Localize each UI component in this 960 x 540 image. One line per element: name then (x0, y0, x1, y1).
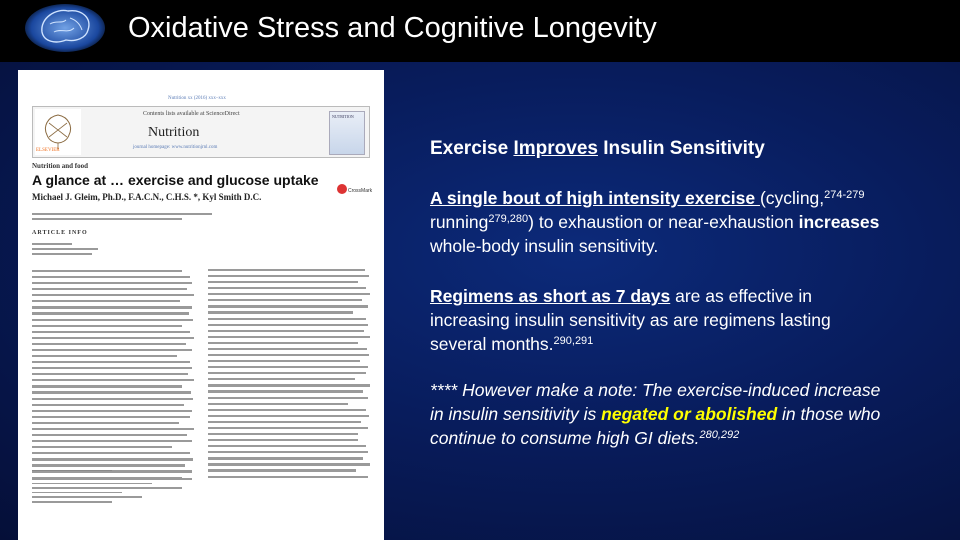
paragraph-single-bout (430, 186, 885, 258)
paper-affiliations (32, 210, 232, 223)
journal-cover-label: NUTRITION (332, 114, 354, 119)
paper-text-line (208, 384, 370, 386)
paper-text-line (208, 366, 368, 368)
paper-text-line (208, 390, 363, 392)
paper-text-line (32, 464, 185, 466)
paper-text-line (32, 331, 190, 333)
paper-text-line (32, 349, 192, 351)
paper-text-line (32, 398, 193, 400)
paper-text-line (208, 354, 369, 356)
paper-text-line (208, 287, 366, 289)
paper-text-line (208, 275, 369, 277)
paper-section: Nutrition and food (32, 162, 89, 170)
p1-cycling-refs: 274-279 (824, 189, 865, 201)
paper-text-line (32, 355, 177, 357)
paper-text-line (32, 434, 187, 436)
contents-line: Contents lists available at ScienceDirect (143, 111, 240, 117)
paper-text-line (32, 300, 180, 302)
journal-homepage: journal homepage: www.nutritionjrnl.com (133, 145, 218, 150)
paper-text-line (208, 403, 348, 405)
p1-mid: ) to exhaustion or near-exhaustion (528, 212, 799, 232)
paper-text-line (32, 343, 186, 345)
p3-tail: in those who continue to consume high GI diets. (430, 404, 881, 448)
p3-highlight: negated or abolished (601, 404, 778, 424)
p1-cycling: (cycling, (759, 188, 825, 208)
paper-text-line (208, 433, 358, 435)
paper-text-line (32, 373, 188, 375)
paper-body-right-column (208, 265, 370, 482)
paper-text-line (208, 281, 358, 283)
paragraph-regimens (430, 284, 885, 356)
paper-text-line (208, 305, 368, 307)
p1-increases: increases (798, 212, 880, 232)
paper-text-line (208, 269, 365, 271)
paper-text-line (32, 294, 194, 296)
paper-text-line (32, 446, 172, 448)
paper-text-line (32, 391, 191, 393)
paper-text-line (32, 410, 192, 412)
paper-text-line (32, 306, 192, 308)
paper-text-line (32, 404, 184, 406)
paper-text-line (208, 463, 370, 465)
journal-header (32, 106, 370, 158)
p2-tail: are as effective in increasing insulin sensitivity as are regimens lasting several months. (430, 286, 831, 354)
paper-text-line (208, 457, 363, 459)
paper-title: A glance at … exercise and glucose uptake (32, 172, 319, 188)
p3-refs: 280,292 (699, 429, 740, 441)
paper-text-line (208, 330, 364, 332)
paper-text-line (208, 318, 366, 320)
paper-text-line (32, 452, 190, 454)
paper-text-line (32, 276, 190, 278)
journal-cover (329, 111, 365, 155)
paper-text-line (208, 360, 360, 362)
paper-footnotes (32, 475, 194, 506)
paper-text-line (32, 440, 192, 442)
paper-text-line (208, 299, 362, 301)
paper-text-line (208, 427, 368, 429)
paper-text-line (32, 282, 192, 284)
paper-text-line (208, 293, 370, 295)
paper-text-line (208, 372, 366, 374)
paper-text-line (32, 379, 194, 381)
paper-text-line (32, 288, 187, 290)
paper-text-line (208, 415, 369, 417)
paper-text-line (208, 445, 366, 447)
p1-tail: whole-body insulin sensitivity. (430, 236, 659, 256)
section-heading (430, 137, 765, 161)
p2-refs: 290,291 (553, 335, 594, 347)
paper-text-line (32, 319, 193, 321)
paper-authors: Michael J. Gleim, Ph.D., F.A.C.N., C.H.S. *, Kyl Smith D.C. (32, 192, 262, 202)
paper-citation: Nutrition xx (2016) xxx–xxx (168, 96, 226, 101)
paper-text-line (208, 397, 368, 399)
paper-text-line (32, 325, 182, 327)
p1-running-refs: 279,280 (488, 213, 529, 225)
paper-text-line (32, 385, 182, 387)
paper-text-line (208, 451, 368, 453)
p3-lead: **** However make a note: The exercise-induced increase in insulin sensitivity is (430, 380, 881, 424)
paper-text-line (208, 348, 367, 350)
paper-text-line (208, 378, 355, 380)
paper-text-line (32, 416, 190, 418)
crossmark-icon (336, 182, 373, 196)
paper-text-line (32, 428, 194, 430)
p1-lead: A single bout of high intensity exercise (430, 188, 760, 208)
article-info-label: ARTICLE INFO (32, 230, 88, 236)
brain-logo (22, 2, 108, 54)
crossmark-label: CrossMark (348, 188, 373, 194)
paper-text-line (32, 337, 194, 339)
title-bar (0, 0, 960, 62)
paper-text-line (32, 367, 192, 369)
paper-text-line (208, 324, 368, 326)
publisher-label: ELSEVIER (36, 148, 60, 153)
p2-lead: Regimens as short as 7 days (430, 286, 671, 306)
paragraph-note (430, 378, 890, 450)
paper-text-line (32, 361, 190, 363)
journal-name: Nutrition (148, 125, 200, 140)
paper-text-line (208, 469, 356, 471)
heading-text-underlined: Improves (513, 138, 598, 159)
paper-text-line (32, 312, 189, 314)
slide-title: Oxidative Stress and Cognitive Longevity (128, 12, 657, 44)
paper-text-line (32, 458, 193, 460)
footnote-rule (32, 470, 112, 471)
paper-text-line (208, 342, 358, 344)
paper-text-line (32, 270, 182, 272)
paper-text-line (208, 439, 358, 441)
paper-thumbnail (18, 70, 384, 540)
paper-text-line (208, 311, 353, 313)
paper-text-line (208, 476, 368, 478)
paper-text-line (208, 336, 370, 338)
paper-text-line (32, 422, 179, 424)
article-history (32, 240, 102, 258)
heading-text-post: Insulin Sensitivity (597, 138, 765, 159)
paper-body-left-column (32, 266, 194, 483)
paper-text-line (208, 409, 366, 411)
p1-running: running (430, 212, 489, 232)
heading-text-pre: Exercise (430, 138, 514, 159)
paper-text-line (208, 421, 361, 423)
